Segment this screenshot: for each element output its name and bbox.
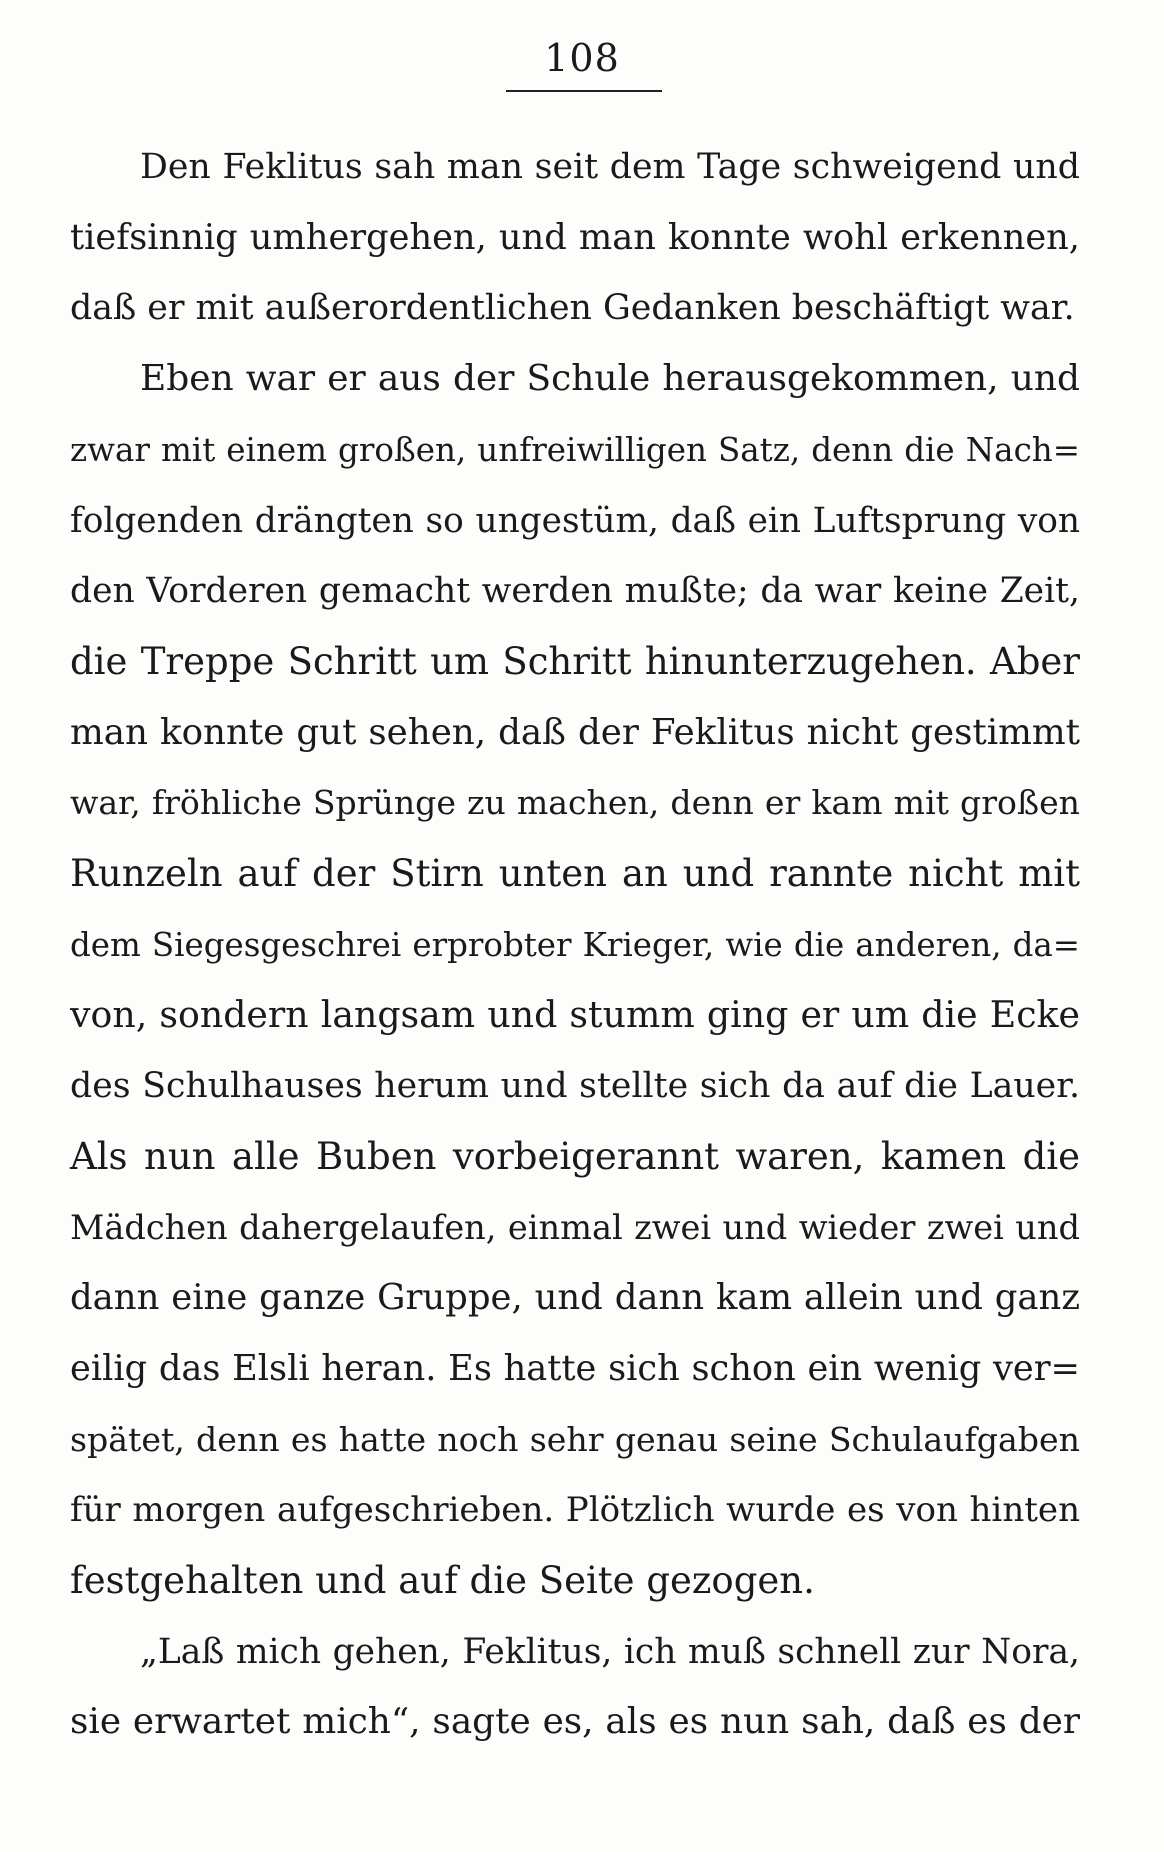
body-text [70, 132, 1080, 1758]
text-line: dann eine ganze Gruppe, und dann kam allein und ganz [70, 1277, 1080, 1319]
text-line: zwar mit einem großen, unfreiwilligen Satz, denn die Nach= [70, 430, 1080, 469]
text-line: man konnte gut sehen, daß der Feklitus nicht gestimmt [70, 711, 1080, 753]
text-line: Runzeln auf der Stirn unten an und rannte nicht mit [70, 852, 1080, 896]
text-line: festgehalten und auf die Seite gezogen. [70, 1559, 815, 1603]
text-line: dem Siegesgeschrei erprobter Krieger, wie die anderen, da= [70, 925, 1080, 964]
paragraph [70, 1617, 1080, 1758]
text-line: für morgen aufgeschrieben. Plötzlich wurde es von hinten [70, 1490, 1080, 1531]
header-rule [506, 90, 662, 92]
text-line: die Treppe Schritt um Schritt hinunterzugehen. Aber [70, 639, 1080, 683]
text-line: folgenden drängten so ungestüm, daß ein Luftsprung von [70, 500, 1080, 541]
text-line: sie erwartet mich“, sagte es, als es nun sah, daß es der [70, 1701, 1080, 1743]
text-line: Als nun alle Buben vorbeigerannt waren, kamen die [70, 1134, 1080, 1178]
text-line: Den Feklitus sah man seit dem Tage schweigend und [140, 147, 1080, 187]
text-line: tiefsinnig umhergehen, und man konnte wohl erkennen, [70, 216, 1080, 258]
text-line: des Schulhauses herum und stellte sich da auf die Lauer. [70, 1066, 1080, 1107]
paragraph [70, 132, 1080, 344]
text-line: den Vorderen gemacht werden mußte; da war keine Zeit, [70, 571, 1080, 612]
page-number: 108 [544, 36, 620, 80]
text-line: von, sondern langsam und stumm ging er um die Ecke [70, 993, 1080, 1037]
text-line: „Laß mich gehen, Feklitus, ich muß schnell zur Nora, [140, 1631, 1080, 1672]
text-line: daß er mit außerordentlichen Gedanken beschäftigt war. [70, 288, 1075, 329]
text-line: Mädchen dahergelaufen, einmal zwei und wieder zwei und [70, 1207, 1080, 1247]
text-line: Eben war er aus der Schule herausgekommen, und [140, 358, 1080, 400]
paragraph [70, 344, 1080, 1617]
text-line: eilig das Elsli heran. Es hatte sich schon ein wenig ver= [70, 1347, 1080, 1389]
text-line: war, fröhliche Sprünge zu machen, denn er kam mit großen [70, 783, 1080, 823]
text-line: spätet, denn es hatte noch sehr genau seine Schulaufgaben [70, 1419, 1080, 1459]
